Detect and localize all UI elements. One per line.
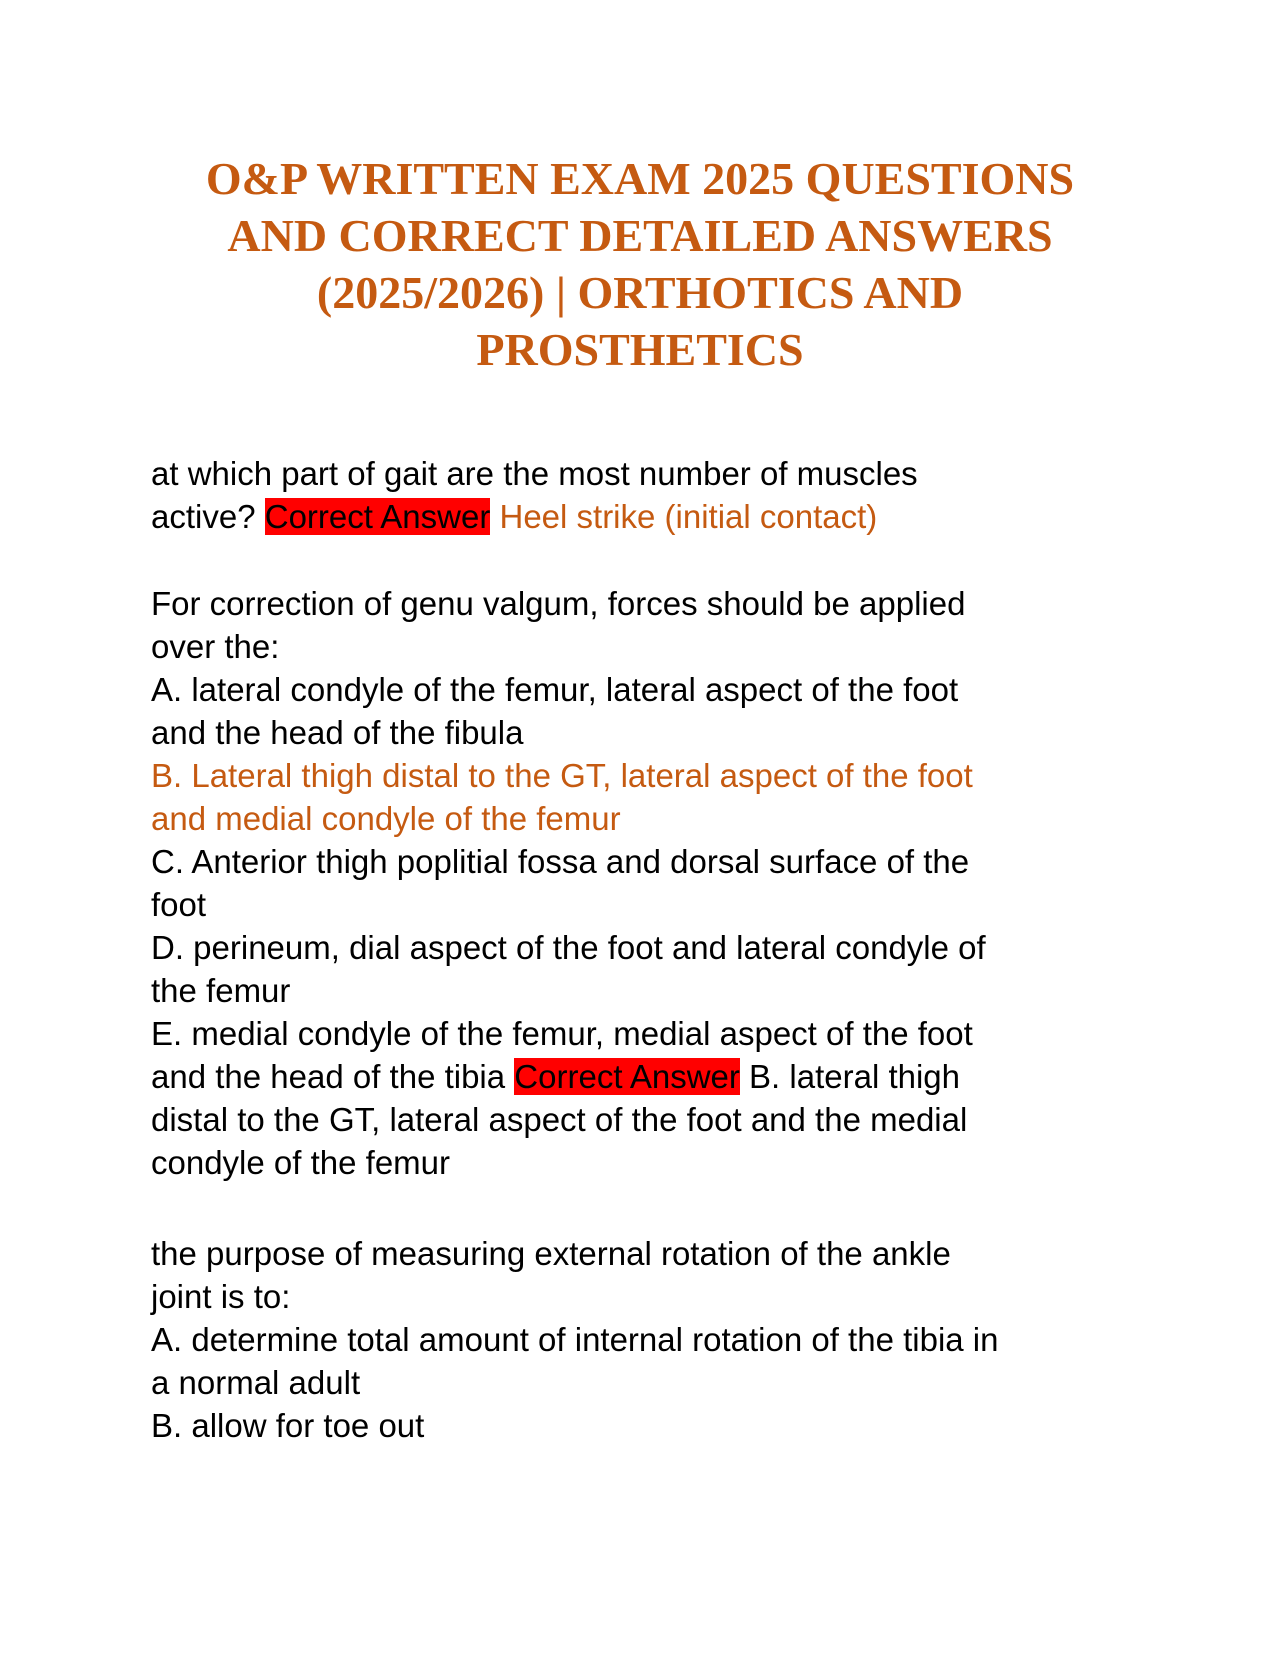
question-text: the purpose of measuring external rotation of the ankle: [151, 1235, 951, 1272]
option-a: A. determine total amount of internal rotation of the tibia in: [151, 1321, 999, 1358]
option-e-with-answer: [151, 1055, 1131, 1098]
option-e: and the head of the tibia: [151, 1058, 506, 1095]
question-text: active?: [151, 498, 256, 535]
option-a: and the head of the fibula: [151, 714, 524, 751]
question-block: [151, 452, 1131, 538]
question-text: For correction of genu valgum, forces should be applied: [151, 585, 966, 622]
option-b-correct: B. Lateral thigh distal to the GT, lateral aspect of the foot: [151, 757, 973, 794]
answer-text: distal to the GT, lateral aspect of the foot and the medial: [151, 1101, 968, 1138]
title-line: (2025/2026) | ORTHOTICS AND: [316, 267, 964, 318]
correct-answer-label: Correct Answer: [514, 1058, 740, 1095]
question-text: at which part of gait are the most number of muscles: [151, 455, 918, 492]
title-line: AND CORRECT DETAILED ANSWERS: [227, 210, 1053, 261]
question-block: [151, 1232, 1131, 1447]
option-b: B. allow for toe out: [151, 1407, 425, 1444]
document-title: [140, 150, 1140, 378]
question-text-with-answer: [151, 495, 1131, 538]
question-text: over the:: [151, 628, 280, 665]
question-text: joint is to:: [151, 1278, 291, 1315]
answer-text: Heel strike (initial contact): [499, 498, 878, 535]
answer-text: condyle of the femur: [151, 1144, 450, 1181]
option-b-correct: and medial condyle of the femur: [151, 800, 621, 837]
answer-text: B. lateral thigh: [749, 1058, 961, 1095]
option-c: C. Anterior thigh poplitial fossa and dorsal surface of the: [151, 843, 970, 880]
option-a: a normal adult: [151, 1364, 361, 1401]
title-line: O&P WRITTEN EXAM 2025 QUESTIONS: [205, 153, 1075, 204]
question-block: [151, 582, 1131, 1184]
correct-answer-label: Correct Answer: [264, 498, 491, 535]
option-a: A. lateral condyle of the femur, lateral aspect of the foot: [151, 671, 959, 708]
option-c: foot: [151, 886, 207, 923]
option-d: the femur: [151, 972, 291, 1009]
title-line: PROSTHETICS: [476, 324, 804, 375]
option-e: E. medial condyle of the femur, medial aspect of the foot: [151, 1015, 973, 1052]
option-d: D. perineum, dial aspect of the foot and lateral condyle of: [151, 929, 986, 966]
